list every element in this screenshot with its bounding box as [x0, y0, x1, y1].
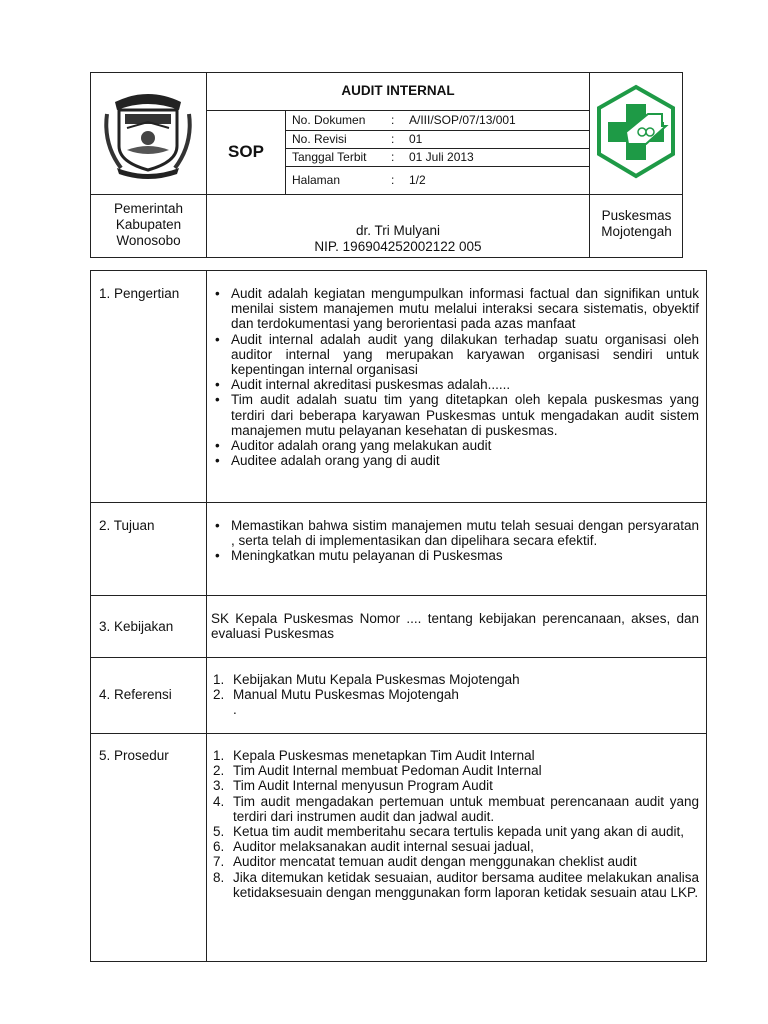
puskesmas-logo — [596, 84, 676, 180]
list-item — [213, 763, 699, 778]
header-divider — [285, 130, 589, 131]
list-item — [213, 794, 699, 824]
meta-label: Tanggal Terbit — [292, 150, 367, 164]
header-divider — [285, 148, 589, 149]
item-text: Manual Mutu Puskesmas Mojotengah — [233, 687, 459, 703]
left-org-line: Pemerintah — [113, 201, 184, 216]
section-body-kebijakan: SK Kepala Puskesmas Nomor .... tentang kebijakan perencanaan, akses, dan evaluasi Puskesmas — [211, 611, 699, 642]
item-text: Jika ditemukan ketidak sesuaian, auditor bersama auditee melakukan analisa ketidaksesuain dengan menggunakan form laporan ketidak sesuain atau LKP. — [233, 869, 699, 900]
item-text: Ketua tim audit memberitahu secara tertulis kepada unit yang akan di audit, — [233, 824, 685, 840]
meta-sep: : — [391, 113, 395, 127]
section-label-pengertian: 1. Pengertian — [99, 286, 180, 301]
meta-row-tanggal-terbit — [292, 150, 582, 166]
list-item — [213, 672, 699, 687]
content-divider — [90, 595, 707, 596]
list-item: • Audit adalah kegiatan mengumpulkan informasi factual dan signifikan untuk menilai sistem manajemen mutu melalui interaksi secara sistematis, obyektif dan terdokumentasi yang berorientasi pada azas manfaat — [211, 286, 699, 332]
header-divider — [206, 110, 589, 111]
item-number: 7. — [213, 854, 225, 870]
left-org-line: Kabupaten — [115, 217, 182, 232]
sop-label: SOP — [228, 142, 264, 161]
item-text: Auditor mencatat temuan audit dengan menggunakan cheklist audit — [233, 854, 637, 870]
list-item — [213, 824, 699, 839]
meta-value: 01 Juli 2013 — [409, 150, 474, 164]
signatory-name: dr. Tri Mulyani — [355, 223, 441, 238]
item-number: 4. — [213, 793, 225, 809]
list-item: • Tim audit adalah suatu tim yang ditetapkan oleh kepala puskesmas yang terdiri dari beberapa karyawan Puskesmas untuk mengadakan audit sistem manajemen mutu pelayanan kesehatan di puskesmas. — [211, 392, 699, 438]
content-divider — [90, 657, 707, 658]
list-item: • Auditee adalah orang yang di audit — [211, 453, 699, 468]
wonosobo-emblem — [101, 84, 195, 180]
item-text: Tim audit mengadakan pertemuan untuk membuat perencanaan audit yang terdiri dari instrumen audit dan jadwal audit. — [233, 793, 699, 824]
list-item: • Memastikan bahwa sistim manajemen mutu telah sesuai dengan persyaratan , serta telah di implementasikan dan dipelihara secara efektif. — [211, 518, 699, 548]
meta-label: Halaman — [292, 173, 341, 187]
meta-value: 01 — [409, 132, 423, 146]
list-item: • Auditor adalah orang yang melakukan audit — [211, 438, 699, 453]
meta-row-halaman — [292, 173, 582, 189]
meta-sep: : — [391, 173, 395, 187]
list-item — [213, 854, 699, 869]
list-item: • Audit internal adalah audit yang dilakukan terhadap suatu organisasi oleh auditor internal yang merupakan karyawan organisasi sendiri untuk kepentingan internal organisasi — [211, 332, 699, 378]
header-divider — [285, 166, 589, 167]
content-divider — [90, 502, 707, 503]
right-org-line: Mojotengah — [601, 224, 672, 239]
item-number: 8. — [213, 869, 225, 885]
left-org-line: Wonosobo — [116, 233, 181, 248]
header-divider — [285, 110, 286, 194]
section-body-referensi — [213, 672, 699, 718]
list-item: • Audit internal akreditasi puskesmas adalah...... — [211, 377, 699, 392]
meta-row-no-revisi — [292, 132, 582, 148]
item-text: Tim Audit Internal membuat Pedoman Audit Internal — [233, 763, 542, 779]
list-item — [213, 839, 699, 854]
section-label-referensi: 4. Referensi — [99, 687, 172, 702]
signatory-nip: NIP. 196904252002122 005 — [314, 239, 482, 254]
section-body-tujuan — [211, 518, 699, 564]
item-number: 1. — [213, 672, 225, 687]
section-label-kebijakan: 3. Kebijakan — [99, 619, 174, 634]
right-org-line: Puskesmas — [601, 208, 672, 223]
item-text: Tim Audit Internal menyusun Program Audit — [233, 778, 493, 794]
list-item — [213, 778, 699, 793]
section-body-pengertian — [211, 286, 699, 468]
left-org — [91, 201, 206, 249]
section-body-prosedur — [213, 748, 699, 900]
right-org — [590, 208, 683, 240]
list-item: • Meningkatkan mutu pelayanan di Puskesmas — [211, 548, 699, 563]
content-divider — [90, 733, 707, 734]
item-number: 1. — [213, 748, 225, 763]
meta-sep: : — [391, 150, 395, 164]
item-number: 2. — [213, 763, 225, 779]
document-title: AUDIT INTERNAL — [341, 83, 455, 98]
item-number: 2. — [213, 687, 225, 703]
section-label-prosedur: 5. Prosedur — [99, 748, 169, 763]
item-text: Kepala Puskesmas menetapkan Tim Audit Internal — [233, 748, 535, 763]
meta-row-no-dokumen — [292, 113, 582, 129]
header-divider — [90, 194, 683, 195]
list-item — [213, 748, 699, 763]
trailing-dot: . — [233, 702, 237, 718]
meta-sep: : — [391, 132, 395, 146]
item-text: Auditor melaksanakan audit internal sesuai jadual, — [233, 839, 534, 855]
meta-value: A/III/SOP/07/13/001 — [409, 113, 516, 127]
list-item — [213, 870, 699, 900]
list-item — [213, 687, 699, 702]
item-text: Kebijakan Mutu Kepala Puskesmas Mojotengah — [233, 672, 520, 687]
item-number: 5. — [213, 824, 225, 840]
meta-label: No. Revisi — [292, 132, 347, 146]
item-number: 6. — [213, 839, 225, 855]
meta-value: 1/2 — [409, 173, 426, 187]
item-number: 3. — [213, 778, 225, 794]
section-label-tujuan: 2. Tujuan — [99, 518, 155, 533]
meta-label: No. Dokumen — [292, 113, 366, 127]
content-divider — [206, 270, 207, 962]
